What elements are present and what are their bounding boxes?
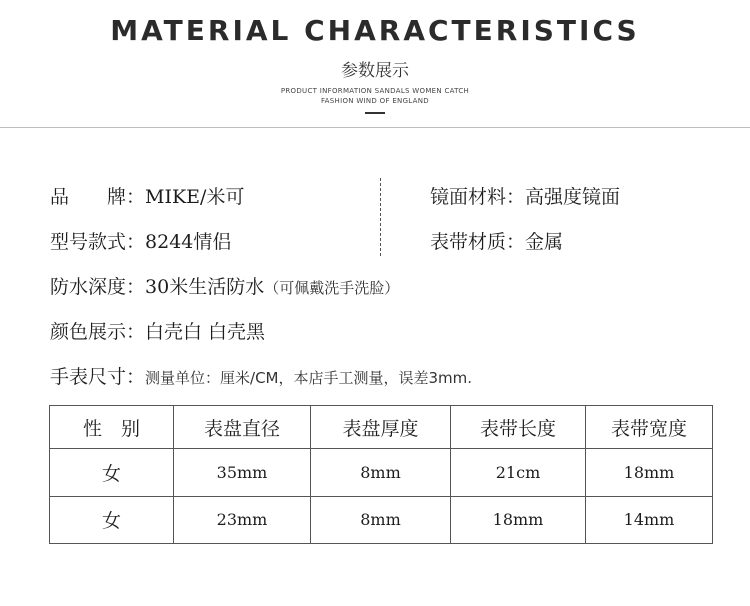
spec-waterproof-label: 防水深度：: [50, 276, 146, 298]
spec-mirror-value: 高强度镜面: [525, 186, 621, 208]
tagline-line-1: PRODUCT INFORMATION SANDALS WOMEN CATCH: [280, 87, 470, 95]
table-header-strap-length: 表带长度: [451, 406, 586, 449]
spec-color: [50, 317, 265, 344]
spec-model: [50, 227, 231, 254]
table-cell-dial-diameter: 35mm: [174, 449, 311, 497]
spec-mirror: [430, 182, 620, 209]
page-header: [0, 0, 750, 127]
table-cell-dial-thickness: 8mm: [311, 449, 451, 497]
header-divider: [0, 127, 750, 128]
table-cell-gender: 女: [50, 449, 174, 497]
spec-size-label: 手表尺寸：: [50, 366, 146, 388]
page-title: MATERIAL CHARACTERISTICS: [110, 14, 640, 47]
table-cell-dial-thickness: 8mm: [311, 496, 451, 544]
spec-strap-material-label: 表带材质：: [430, 231, 526, 253]
spec-waterproof-note: （可佩戴洗手洗脸）: [264, 279, 400, 297]
spec-color-value: 白壳白 白壳黑: [145, 321, 266, 343]
spec-brand-label: 品 牌：: [50, 186, 146, 208]
table-header-dial-diameter: 表盘直径: [174, 406, 311, 449]
spec-waterproof-value: 30米生活防水: [145, 276, 265, 298]
table-cell-dial-diameter: 23mm: [174, 496, 311, 544]
page-subtitle: 参数展示: [341, 61, 409, 81]
spec-size-value: 测量单位：厘米/CM，本店手工测量，误差3mm.: [145, 369, 473, 387]
table-cell-strap-width: 18mm: [586, 449, 713, 497]
spec-column-divider: [380, 178, 381, 256]
tagline-line-2: FASHION WIND OF ENGLAND: [321, 97, 429, 105]
spec-strap-material-value: 金属: [525, 231, 564, 253]
table-cell-gender: 女: [50, 496, 174, 544]
table-cell-strap-length: 21cm: [451, 449, 586, 497]
spec-brand-value: MIKE/米可: [145, 186, 245, 208]
table-header-strap-width: 表带宽度: [586, 406, 713, 449]
size-table: [49, 405, 713, 544]
table-header-row: [50, 406, 713, 449]
table-row: [50, 449, 713, 497]
spec-color-label: 颜色展示：: [50, 321, 146, 343]
spec-model-value: 8244情侣: [145, 231, 232, 253]
spec-brand: [50, 182, 244, 209]
spec-model-label: 型号款式：: [50, 231, 146, 253]
spec-strap-material: [430, 227, 563, 254]
spec-size: [50, 362, 472, 389]
spec-waterproof: [50, 272, 399, 299]
spec-mirror-label: 镜面材料：: [430, 186, 526, 208]
title-accent-bar: [365, 112, 385, 114]
table-header-dial-thickness: 表盘厚度: [311, 406, 451, 449]
table-row: [50, 496, 713, 544]
table-cell-strap-width: 14mm: [586, 496, 713, 544]
table-cell-strap-length: 18mm: [451, 496, 586, 544]
table-header-gender: 性 别: [50, 406, 174, 449]
